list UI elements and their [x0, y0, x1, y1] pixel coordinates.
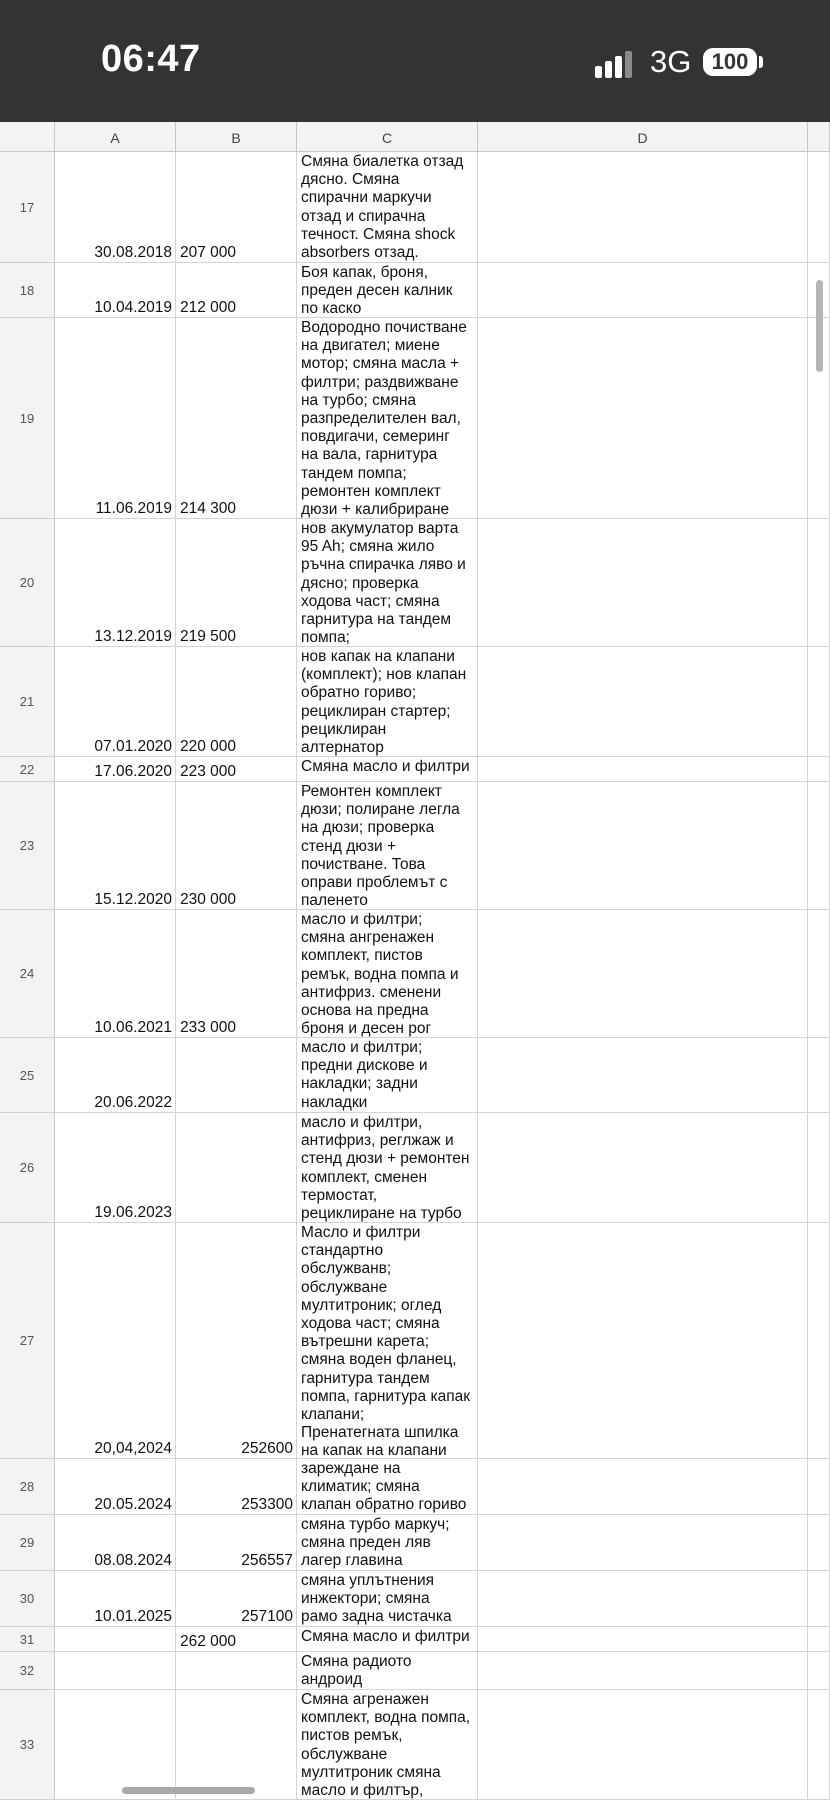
service-description-line: по каско: [301, 300, 362, 318]
corner-select-all[interactable]: [0, 122, 55, 152]
service-description-line: масло и филтри;: [301, 911, 423, 928]
service-description-line: предни дискове и: [301, 1057, 428, 1075]
service-description-line: Смяна биалетка отзад: [301, 153, 464, 170]
service-description-line: клапани;: [301, 1406, 365, 1424]
odometer-km: 253300: [241, 1496, 293, 1513]
service-description-line: гарнитура тандем: [301, 1369, 430, 1387]
row-header-26[interactable]: 26: [0, 1113, 55, 1223]
service-description-line: повдигачи, семеринг: [301, 428, 450, 446]
service-description-line: обслужванв;: [301, 1260, 392, 1278]
cell-d26[interactable]: [478, 1113, 808, 1223]
network-type: 3G: [650, 44, 692, 79]
cell-d22[interactable]: [478, 757, 808, 782]
cell-c31[interactable]: [297, 1627, 478, 1652]
cell-d29[interactable]: [478, 1515, 808, 1571]
service-description-line: вътрешни карета;: [301, 1333, 430, 1351]
service-description-line: ръчна спирачка ляво и: [301, 556, 466, 574]
service-date: 20.06.2022: [94, 1094, 172, 1111]
cell-a20[interactable]: [55, 519, 176, 647]
row-header-23[interactable]: 23: [0, 782, 55, 910]
service-description-line: дюзи; полиране легла: [301, 801, 460, 819]
service-description-line: накладки; задни: [301, 1075, 418, 1093]
service-date: 20.05.2024: [94, 1496, 172, 1513]
row-header-18[interactable]: 18: [0, 263, 55, 318]
cell-d32[interactable]: [478, 1652, 808, 1690]
service-description-line: течност. Смяна shock: [301, 225, 456, 243]
cell-e26[interactable]: [808, 1113, 830, 1223]
service-description-line: масло и филтър,: [301, 1782, 424, 1800]
odometer-km: 220 000: [180, 738, 237, 755]
cell-b27[interactable]: [176, 1223, 297, 1459]
row-header-29[interactable]: 29: [0, 1515, 55, 1571]
cell-a18[interactable]: [55, 263, 176, 318]
row-header-27[interactable]: 27: [0, 1223, 55, 1459]
service-description-line: Ремонтен комплект: [301, 783, 442, 800]
service-description-line: Водородно почистване: [301, 319, 467, 336]
service-description-line: зареждане на: [301, 1460, 401, 1477]
service-description-line: дясно. Смяна: [301, 171, 400, 189]
cell-d24[interactable]: [478, 910, 808, 1038]
odometer-km: 256557: [241, 1552, 293, 1569]
service-description-line: обратно гориво;: [301, 684, 417, 702]
cell-a32[interactable]: [55, 1652, 176, 1690]
cell-c22[interactable]: [297, 757, 478, 782]
cell-c30[interactable]: [297, 1571, 478, 1627]
cell-a17[interactable]: [55, 152, 176, 263]
cell-d28[interactable]: [478, 1459, 808, 1515]
odometer-km: 214 300: [180, 500, 237, 517]
cell-e29[interactable]: [808, 1515, 830, 1571]
service-description-line: ремонтен комплект: [301, 482, 441, 500]
cell-e20[interactable]: [808, 519, 830, 647]
cell-b24[interactable]: [176, 910, 297, 1038]
cell-a29[interactable]: [55, 1515, 176, 1571]
cell-e28[interactable]: [808, 1459, 830, 1515]
service-description-line: масло и филтри;: [301, 1039, 423, 1056]
service-description-line: рециклиран: [301, 720, 387, 738]
cell-c19[interactable]: [297, 318, 478, 519]
service-date: 20,04,2024: [94, 1440, 172, 1457]
service-description-line: накладки: [301, 1093, 368, 1111]
cell-a27[interactable]: [55, 1223, 176, 1459]
service-description-line: почистване. Това: [301, 855, 426, 873]
cell-a33[interactable]: [55, 1690, 176, 1800]
service-description-line: на капак на клапани: [301, 1442, 447, 1459]
service-description-line: антифриз. сменени: [301, 983, 442, 1001]
service-description-line: мултитроник смяна: [301, 1763, 441, 1781]
cell-e22[interactable]: [808, 757, 830, 782]
cell-b30[interactable]: [176, 1571, 297, 1627]
service-description-line: стенд дюзи +: [301, 837, 396, 855]
cell-b26[interactable]: [176, 1113, 297, 1223]
odometer-km: 262 000: [180, 1633, 237, 1650]
service-description-line: Смяна масло и филтри: [301, 1628, 470, 1645]
cell-a31[interactable]: [55, 1627, 176, 1652]
service-description-line: антифриз, реглжаж и: [301, 1132, 454, 1150]
service-description-line: алтернатор: [301, 739, 384, 757]
service-description-line: нов капак на клапани: [301, 648, 455, 665]
service-description-line: Пренатегната шпилка: [301, 1424, 459, 1442]
cell-a26[interactable]: [55, 1113, 176, 1223]
service-description-line: на двигател; миене: [301, 337, 440, 355]
cell-d30[interactable]: [478, 1571, 808, 1627]
service-description-line: стандартно: [301, 1242, 384, 1260]
cell-c27[interactable]: [297, 1223, 478, 1459]
service-description-line: на вала, гарнитура: [301, 446, 438, 464]
service-description-line: масло и филтри,: [301, 1114, 423, 1131]
cell-b32[interactable]: [176, 1652, 297, 1690]
row-header-20[interactable]: 20: [0, 519, 55, 647]
column-header-e[interactable]: [808, 122, 830, 152]
service-description-line: разпределителен вал,: [301, 410, 461, 428]
cell-c25[interactable]: [297, 1038, 478, 1113]
service-description-line: лагер главина: [301, 1552, 403, 1570]
column-header-d[interactable]: D: [478, 122, 808, 152]
signal-strength-icon: [595, 48, 641, 78]
cell-e25[interactable]: [808, 1038, 830, 1113]
service-date: 10.06.2021: [94, 1019, 172, 1036]
row-header-30[interactable]: 30: [0, 1571, 55, 1627]
service-description-line: преден десен калник: [301, 282, 453, 300]
cell-a28[interactable]: [55, 1459, 176, 1515]
cell-a23[interactable]: [55, 782, 176, 910]
service-description-line: на турбо; смяна: [301, 391, 417, 409]
service-description-line: пистов ремък,: [301, 1727, 403, 1745]
cell-d27[interactable]: [478, 1223, 808, 1459]
service-description-line: стенд дюзи + ремонтен: [301, 1150, 470, 1168]
cell-d19[interactable]: [478, 318, 808, 519]
column-header-b[interactable]: B: [176, 122, 297, 152]
cell-d31[interactable]: [478, 1627, 808, 1652]
cell-a24[interactable]: [55, 910, 176, 1038]
battery-icon: 100: [703, 48, 757, 76]
service-description-line: обслужване: [301, 1278, 388, 1296]
cell-b29[interactable]: [176, 1515, 297, 1571]
service-description-line: дясно; проверка: [301, 574, 419, 592]
row-header-22[interactable]: 22: [0, 757, 55, 782]
cell-b31[interactable]: [176, 1627, 297, 1652]
odometer-km: 257100: [241, 1608, 293, 1625]
service-date: 15.12.2020: [94, 891, 172, 908]
service-description-line: спирачни маркучи: [301, 189, 432, 207]
service-description-line: Смяна агренажен: [301, 1691, 429, 1708]
service-description-line: Смяна масло и филтри: [301, 758, 470, 775]
service-description-line: инжектори; смяна: [301, 1590, 430, 1608]
service-description-line: Боя капак, броня,: [301, 264, 429, 281]
service-date: 07.01.2020: [94, 738, 172, 755]
cell-d17[interactable]: [478, 152, 808, 263]
cell-d20[interactable]: [478, 519, 808, 647]
service-description-line: 95 Ah; смяна жило: [301, 538, 435, 556]
service-description-line: помпа, гарнитура капак: [301, 1387, 471, 1405]
service-description-line: основа на предна: [301, 1002, 429, 1020]
service-date: 17.06.2020: [94, 763, 172, 780]
cell-e24[interactable]: [808, 910, 830, 1038]
cell-d18[interactable]: [478, 263, 808, 318]
service-description-line: ходова част; смяна: [301, 1315, 440, 1333]
service-description-line: смяна преден ляв: [301, 1534, 431, 1552]
row-header-24[interactable]: 24: [0, 910, 55, 1038]
cell-a19[interactable]: [55, 318, 176, 519]
service-description-line: ходова част; смяна: [301, 592, 440, 610]
service-description-line: нов акумулатор варта: [301, 520, 459, 537]
odometer-km: 223 000: [180, 763, 237, 780]
column-header-a[interactable]: A: [55, 122, 176, 152]
cell-b21[interactable]: [176, 647, 297, 757]
row-header-32[interactable]: 32: [0, 1652, 55, 1690]
service-description-line: гарнитура на тандем: [301, 611, 452, 629]
odometer-km: 233 000: [180, 1019, 237, 1036]
service-date: 30.08.2018: [94, 244, 172, 261]
cell-c20[interactable]: [297, 519, 478, 647]
cell-c29[interactable]: [297, 1515, 478, 1571]
cell-a30[interactable]: [55, 1571, 176, 1627]
cell-d21[interactable]: [478, 647, 808, 757]
cell-c32[interactable]: [297, 1652, 478, 1690]
odometer-km: 252600: [241, 1440, 293, 1457]
service-description-line: климатик; смяна: [301, 1478, 420, 1496]
service-description-line: ремък, водна помпа и: [301, 965, 459, 983]
cell-c24[interactable]: [297, 910, 478, 1038]
row-header-25[interactable]: 25: [0, 1038, 55, 1113]
service-description-line: Масло и филтри: [301, 1224, 421, 1241]
column-header-c[interactable]: C: [297, 122, 478, 152]
service-description-line: термостат,: [301, 1186, 378, 1204]
service-date: 11.06.2019: [95, 500, 172, 517]
cell-c33[interactable]: [297, 1690, 478, 1800]
cell-e32[interactable]: [808, 1652, 830, 1690]
row-header-33[interactable]: 33: [0, 1690, 55, 1800]
cell-c21[interactable]: [297, 647, 478, 757]
cell-d23[interactable]: [478, 782, 808, 910]
service-description-line: (комплект); нов клапан: [301, 666, 467, 684]
service-description-line: оправи проблемът с: [301, 874, 448, 892]
service-description-line: мотор; смяна масла +: [301, 355, 460, 373]
cell-b18[interactable]: [176, 263, 297, 318]
battery-tip-icon: [759, 56, 763, 68]
service-description-line: рециклиране на турбо: [301, 1205, 462, 1223]
clock-time: 06:47: [101, 38, 201, 80]
cell-b23[interactable]: [176, 782, 297, 910]
service-description-line: комплект, пистов: [301, 947, 423, 965]
service-description-line: смяна воден фланец,: [301, 1351, 457, 1369]
cell-e21[interactable]: [808, 647, 830, 757]
service-date: 19.06.2023: [94, 1204, 172, 1221]
service-description-line: рециклиран стартер;: [301, 702, 451, 720]
service-description-line: комплект, сменен: [301, 1168, 428, 1186]
service-description-line: на дюзи; проверка: [301, 819, 435, 837]
service-description-line: absorbers отзад.: [301, 244, 419, 262]
service-description-line: мултитроник; оглед: [301, 1296, 442, 1314]
service-description-line: рамо задна чистачка: [301, 1608, 452, 1626]
cell-a25[interactable]: [55, 1038, 176, 1113]
service-description-line: смяна уплътнения: [301, 1572, 435, 1589]
odometer-km: 230 000: [180, 891, 237, 908]
status-bar: [0, 0, 830, 122]
cell-c17[interactable]: [297, 152, 478, 263]
service-description-line: смяна турбо маркуч;: [301, 1516, 450, 1533]
service-date: 08.08.2024: [94, 1552, 172, 1569]
cell-c26[interactable]: [297, 1113, 478, 1223]
odometer-km: 219 500: [180, 628, 237, 645]
cell-e33[interactable]: [808, 1690, 830, 1800]
cell-b33[interactable]: [176, 1690, 297, 1800]
cell-e30[interactable]: [808, 1571, 830, 1627]
service-date: 13.12.2019: [94, 628, 172, 645]
cell-e27[interactable]: [808, 1223, 830, 1459]
service-description-line: комплект, водна помпа,: [301, 1709, 471, 1727]
service-description-line: андроид: [301, 1671, 363, 1689]
service-description-line: филтри; раздвижване: [301, 373, 459, 391]
service-description-line: тандем помпа;: [301, 464, 407, 482]
service-date: 10.04.2019: [94, 299, 172, 316]
service-description-line: помпа;: [301, 629, 350, 647]
cell-e31[interactable]: [808, 1627, 830, 1652]
service-description-line: паленето: [301, 892, 368, 910]
cell-e23[interactable]: [808, 782, 830, 910]
odometer-km: 212 000: [180, 299, 237, 316]
vertical-scrollbar[interactable]: [816, 280, 823, 372]
cell-b19[interactable]: [176, 318, 297, 519]
row-header-28[interactable]: 28: [0, 1459, 55, 1515]
row-header-21[interactable]: 21: [0, 647, 55, 757]
cell-b25[interactable]: [176, 1038, 297, 1113]
row-header-31[interactable]: 31: [0, 1627, 55, 1652]
cell-c23[interactable]: [297, 782, 478, 910]
service-description-line: клапан обратно гориво: [301, 1496, 467, 1514]
cell-a21[interactable]: [55, 647, 176, 757]
cell-d25[interactable]: [478, 1038, 808, 1113]
odometer-km: 207 000: [180, 244, 237, 261]
cell-b28[interactable]: [176, 1459, 297, 1515]
cell-c18[interactable]: [297, 263, 478, 318]
row-header-17[interactable]: 17: [0, 152, 55, 263]
service-description-line: обслужване: [301, 1745, 388, 1763]
service-description-line: смяна ангренажен: [301, 929, 435, 947]
cell-b22[interactable]: [176, 757, 297, 782]
service-date: 10.01.2025: [94, 1608, 172, 1625]
home-indicator[interactable]: [122, 1787, 255, 1794]
spreadsheet-grid[interactable]: [0, 122, 830, 1800]
service-description-line: дюзи + калибриране: [301, 501, 450, 519]
row-header-19[interactable]: 19: [0, 318, 55, 519]
cell-d33[interactable]: [478, 1690, 808, 1800]
service-description-line: отзад и спирачна: [301, 207, 426, 225]
service-description-line: броня и десен рог: [301, 1020, 432, 1038]
cell-c28[interactable]: [297, 1459, 478, 1515]
cell-b17[interactable]: [176, 152, 297, 263]
cell-e17[interactable]: [808, 152, 830, 263]
cell-b20[interactable]: [176, 519, 297, 647]
service-description-line: Смяна радиото: [301, 1653, 412, 1670]
cell-a22[interactable]: [55, 757, 176, 782]
